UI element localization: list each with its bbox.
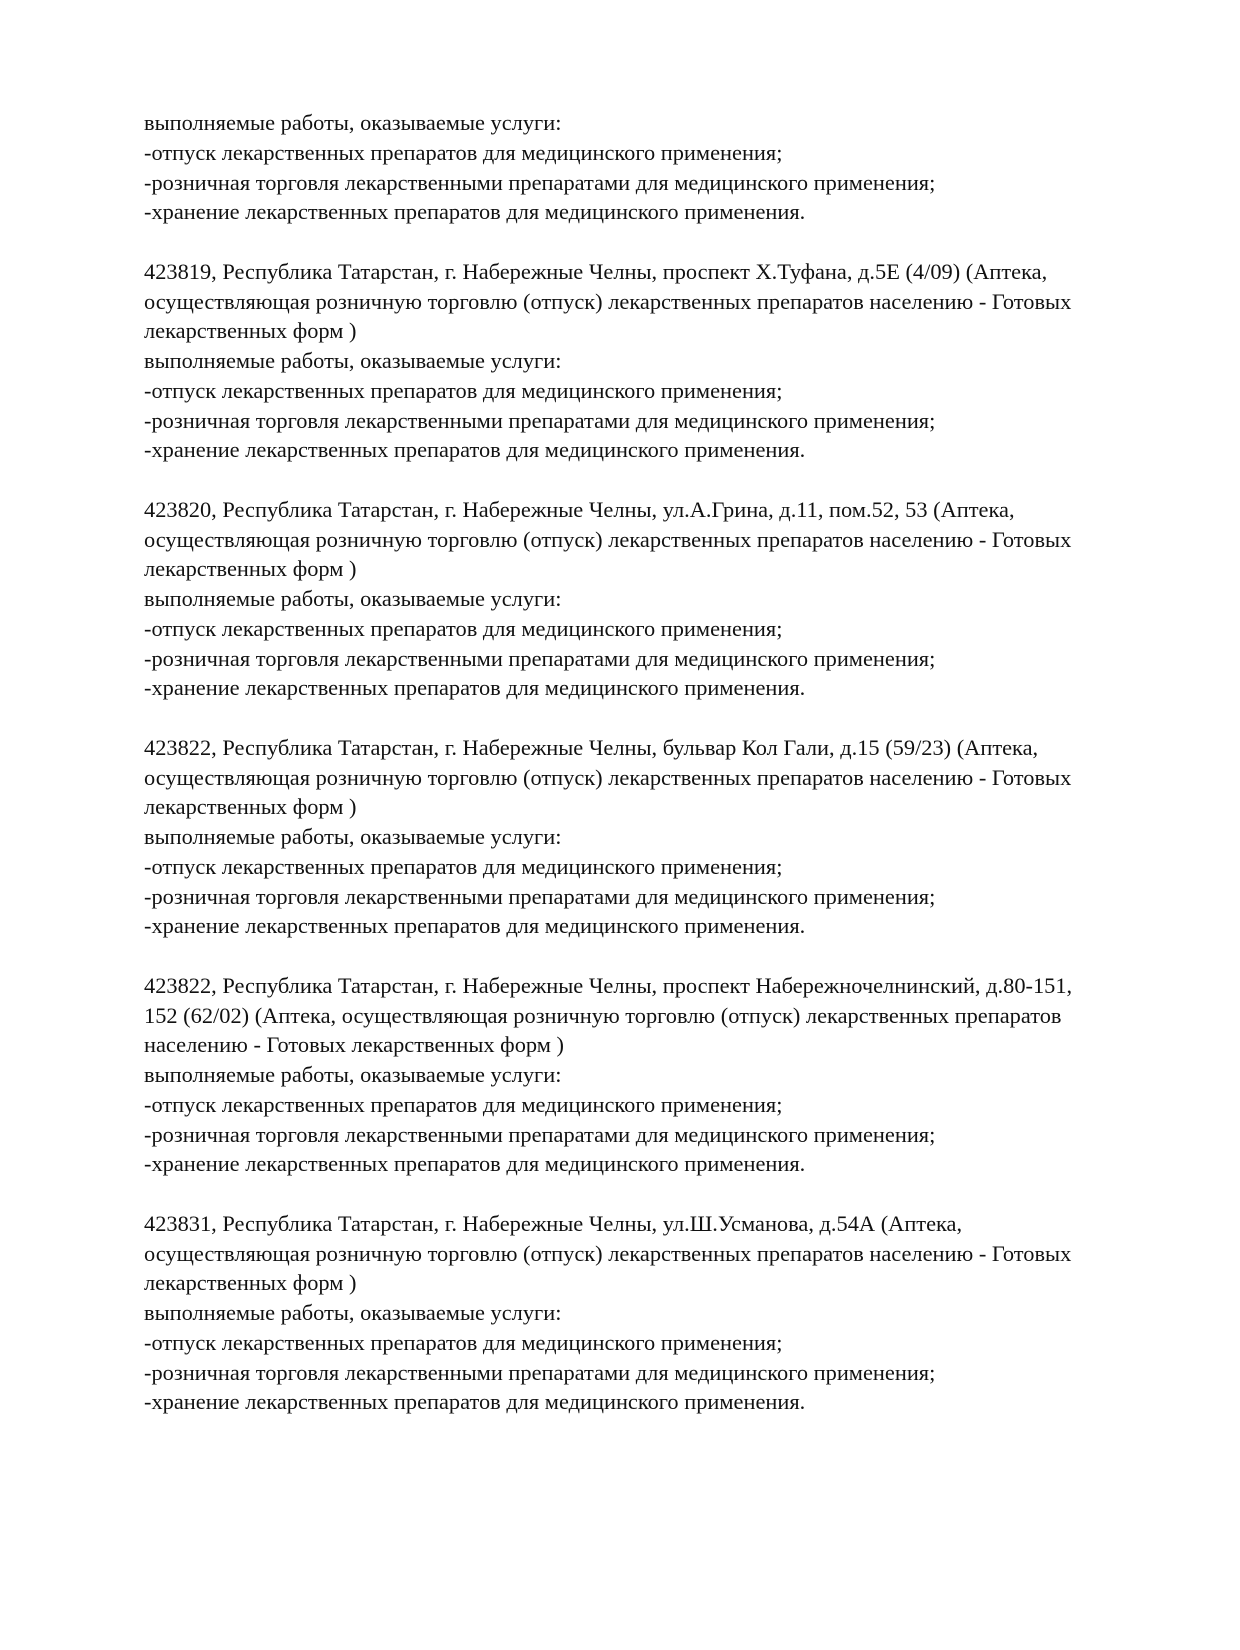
address-line: лекарственных форм ) bbox=[144, 794, 357, 820]
service-item: -отпуск лекарственных препаратов для медицинского применения; bbox=[144, 853, 783, 879]
service-item: -розничная торговля лекарственными препаратами для медицинского применения; bbox=[144, 407, 936, 433]
address-line: населению - Готовых лекарственных форм ) bbox=[144, 1032, 564, 1058]
works-heading: выполняемые работы, оказываемые услуги: bbox=[144, 110, 562, 135]
service-item: -отпуск лекарственных препаратов для медицинского применения; bbox=[144, 377, 783, 403]
service-item: -отпуск лекарственных препаратов для медицинского применения; bbox=[144, 615, 783, 641]
service-item: -отпуск лекарственных препаратов для медицинского применения; bbox=[144, 1091, 783, 1117]
service-item: -хранение лекарственных препаратов для медицинского применения. bbox=[144, 675, 806, 701]
entry-block bbox=[144, 1209, 1164, 1417]
entry-block bbox=[144, 257, 1164, 465]
address-line: лекарственных форм ) bbox=[144, 1270, 357, 1296]
service-item: -хранение лекарственных препаратов для медицинского применения. bbox=[144, 437, 806, 463]
intro-block bbox=[144, 108, 1164, 227]
address-line: осуществляющая розничную торговлю (отпуск) лекарственных препаратов населению - Готовых bbox=[144, 526, 1072, 552]
address-line: 423822, Республика Татарстан, г. Набережные Челны, проспект Набережночелнинский, д.80-151, bbox=[144, 972, 1073, 998]
service-item: -розничная торговля лекарственными препаратами для медицинского применения; bbox=[144, 1359, 936, 1385]
entry-block bbox=[144, 733, 1164, 941]
address-line: 423822, Республика Татарстан, г. Набережные Челны, бульвар Кол Гали, д.15 (59/23) (Аптека, bbox=[144, 734, 1039, 760]
entry-block bbox=[144, 971, 1164, 1179]
address-line: осуществляющая розничную торговлю (отпуск) лекарственных препаратов населению - Готовых bbox=[144, 764, 1072, 790]
address-line: осуществляющая розничную торговлю (отпуск) лекарственных препаратов населению - Готовых bbox=[144, 1240, 1072, 1266]
service-item: -хранение лекарственных препаратов для медицинского применения. bbox=[144, 913, 806, 939]
works-heading: выполняемые работы, оказываемые услуги: bbox=[144, 824, 562, 849]
works-heading: выполняемые работы, оказываемые услуги: bbox=[144, 348, 562, 373]
address-line: лекарственных форм ) bbox=[144, 318, 357, 344]
address-line: лекарственных форм ) bbox=[144, 556, 357, 582]
service-item: -отпуск лекарственных препаратов для медицинского применения; bbox=[144, 139, 783, 165]
works-heading: выполняемые работы, оказываемые услуги: bbox=[144, 586, 562, 611]
service-item: -розничная торговля лекарственными препаратами для медицинского применения; bbox=[144, 883, 936, 909]
service-item: -отпуск лекарственных препаратов для медицинского применения; bbox=[144, 1329, 783, 1355]
address-line: 423820, Республика Татарстан, г. Набережные Челны, ул.А.Грина, д.11, пом.52, 53 (Аптека, bbox=[144, 496, 1015, 522]
works-heading: выполняемые работы, оказываемые услуги: bbox=[144, 1300, 562, 1325]
address-line: осуществляющая розничную торговлю (отпуск) лекарственных препаратов населению - Готовых bbox=[144, 288, 1072, 314]
service-item: -хранение лекарственных препаратов для медицинского применения. bbox=[144, 1389, 806, 1415]
service-item: -розничная торговля лекарственными препаратами для медицинского применения; bbox=[144, 1121, 936, 1147]
address-line: 423831, Республика Татарстан, г. Набережные Челны, ул.Ш.Усманова, д.54А (Аптека, bbox=[144, 1210, 963, 1236]
works-heading: выполняемые работы, оказываемые услуги: bbox=[144, 1062, 562, 1087]
entry-block bbox=[144, 495, 1164, 703]
address-line: 152 (62/02) (Аптека, осуществляющая розничную торговлю (отпуск) лекарственных препаратов bbox=[144, 1002, 1062, 1028]
service-item: -розничная торговля лекарственными препаратами для медицинского применения; bbox=[144, 645, 936, 671]
service-item: -хранение лекарственных препаратов для медицинского применения. bbox=[144, 199, 806, 225]
service-item: -розничная торговля лекарственными препаратами для медицинского применения; bbox=[144, 169, 936, 195]
document-page bbox=[144, 108, 1164, 1447]
service-item: -хранение лекарственных препаратов для медицинского применения. bbox=[144, 1151, 806, 1177]
address-line: 423819, Республика Татарстан, г. Набережные Челны, проспект Х.Туфана, д.5Е (4/09) (Аптека, bbox=[144, 258, 1048, 284]
